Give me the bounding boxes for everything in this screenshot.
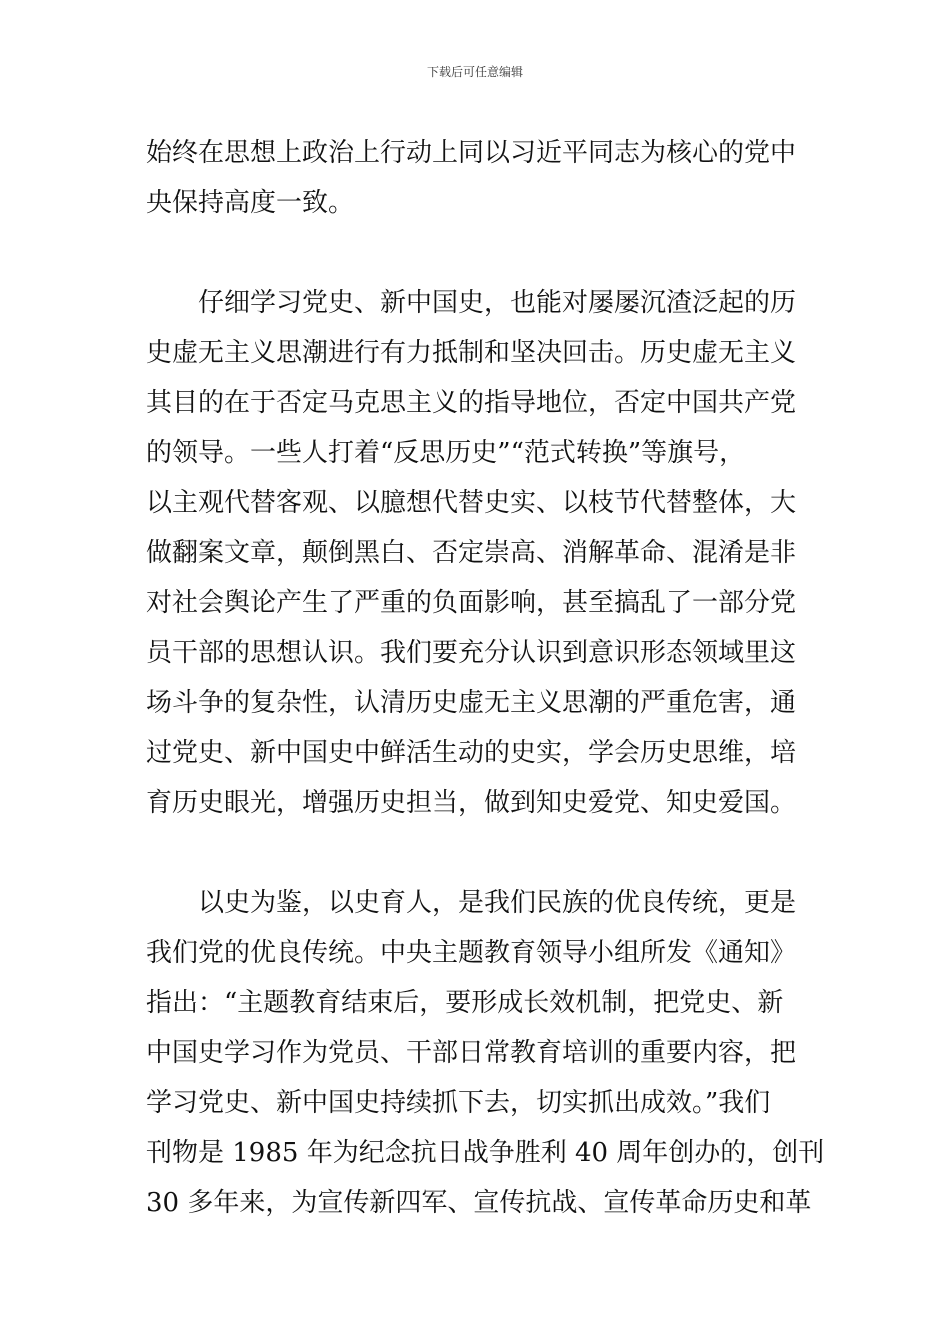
text-line: 做翻案文章，颠倒黑白、否定崇高、消解革命、混淆是非: [146, 538, 797, 568]
text-line: 30 多年来，为宣传新四军、宣传抗战、宣传革命历史和革: [146, 1188, 812, 1218]
text-line: 其目的在于否定马克思主义的指导地位，否定中国共产党: [146, 388, 797, 418]
text-line: 始终在思想上政治上行动上同以习近平同志为核心的党中: [146, 138, 797, 168]
text-line: 指出：“主题教育结束后，要形成长效机制，把党史、新: [146, 988, 784, 1018]
paragraph-gap: [146, 228, 806, 278]
paragraph-gap: [146, 828, 806, 878]
text-line: 的领导。一些人打着“反思历史”“范式转换”等旗号，: [146, 438, 746, 468]
text-line: 场斗争的复杂性，认清历史虚无主义思潮的严重危害，通: [146, 688, 797, 718]
text-line: 以史为鉴，以史育人，是我们民族的优良传统，更是: [146, 888, 797, 918]
body-text: [146, 128, 825, 1228]
text-line: 央保持高度一致。: [146, 188, 355, 218]
text-line: 中国史学习作为党员、干部日常教育培训的重要内容，把: [146, 1038, 797, 1068]
text-line: 过党史、新中国史中鲜活生动的史实，学会历史思维，培: [146, 738, 797, 768]
text-line: 对社会舆论产生了严重的负面影响，甚至搞乱了一部分党: [146, 588, 797, 618]
text-line: 以主观代替客观、以臆想代替史实、以枝节代替整体，大: [146, 488, 797, 518]
text-line: 学习党史、新中国史持续抓下去，切实抓出成效。”我们: [146, 1088, 771, 1118]
text-line: 员干部的思想认识。我们要充分认识到意识形态领域里这: [146, 638, 797, 668]
text-line: 育历史眼光，增强历史担当，做到知史爱党、知史爱国。: [146, 788, 797, 818]
text-line: 仔细学习党史、新中国史，也能对屡屡沉渣泛起的历: [146, 288, 797, 318]
text-line: 史虚无主义思潮进行有力抵制和坚决回击。历史虚无主义: [146, 338, 797, 368]
page-header: 下载后可任意编辑: [426, 65, 523, 79]
text-line: 刊物是 1985 年为纪念抗日战争胜利 40 周年创办的，创刊: [146, 1138, 825, 1168]
text-line: 我们党的优良传统。中央主题教育领导小组所发《通知》: [146, 938, 797, 968]
